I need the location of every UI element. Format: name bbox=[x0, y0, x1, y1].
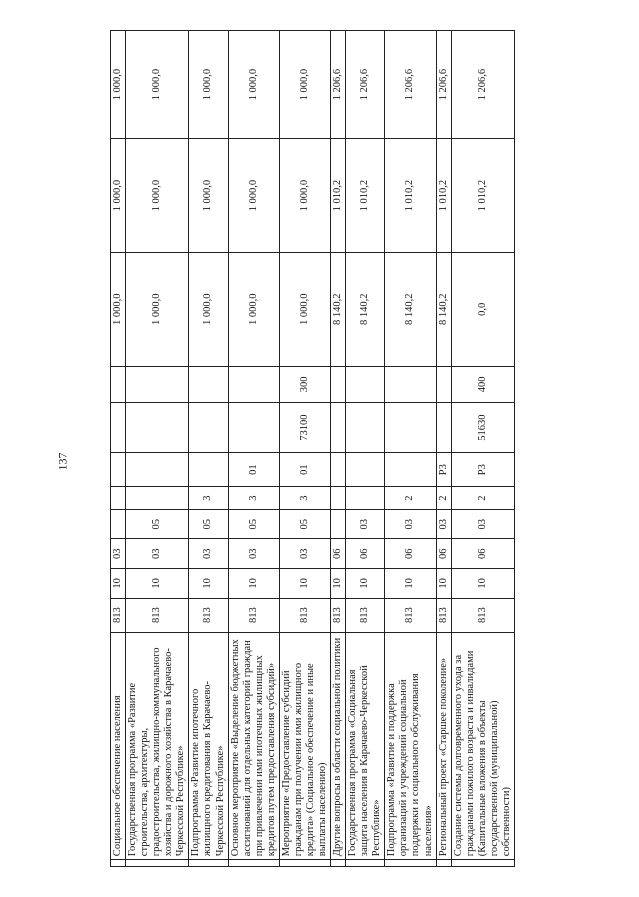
subsection-cell: 03 bbox=[279, 539, 330, 569]
amount-year2-cell: 1 000,0 bbox=[189, 139, 228, 253]
direction-cell: 51630 bbox=[451, 403, 514, 453]
amount-year1-cell: 0,0 bbox=[451, 252, 514, 366]
program-cell: 05 bbox=[228, 509, 279, 539]
program-cell: 03 bbox=[385, 509, 436, 539]
program-cell: 05 bbox=[126, 509, 189, 539]
subsection-cell: 03 bbox=[189, 539, 228, 569]
subprogram-cell bbox=[331, 487, 346, 510]
margin-cell bbox=[451, 860, 514, 867]
direction-cell: 73100 bbox=[279, 403, 330, 453]
event-cell: P3 bbox=[436, 453, 451, 487]
table-row-8 bbox=[385, 31, 436, 867]
margin-cell bbox=[111, 860, 126, 867]
direction-cell bbox=[385, 403, 436, 453]
program-cell bbox=[111, 509, 126, 539]
subsection-cell: 06 bbox=[385, 539, 436, 569]
subsection-cell: 06 bbox=[451, 539, 514, 569]
margin-cell bbox=[228, 860, 279, 867]
program-cell: 05 bbox=[189, 509, 228, 539]
subsection-cell: 03 bbox=[111, 539, 126, 569]
ministry-code-cell: 813 bbox=[346, 598, 385, 632]
subprogram-cell bbox=[111, 487, 126, 510]
table-row-3 bbox=[189, 31, 228, 867]
event-cell bbox=[189, 453, 228, 487]
event-cell bbox=[331, 453, 346, 487]
amount-year1-cell: 1 000,0 bbox=[111, 252, 126, 366]
section-cell: 10 bbox=[451, 569, 514, 599]
amount-year3-cell: 1 206,6 bbox=[385, 31, 436, 139]
program-cell: 03 bbox=[451, 509, 514, 539]
event-cell bbox=[346, 453, 385, 487]
section-cell: 10 bbox=[436, 569, 451, 599]
subprogram-cell: 2 bbox=[385, 487, 436, 510]
budget-table bbox=[110, 30, 515, 867]
table-row-7 bbox=[346, 31, 385, 867]
expense-type-cell bbox=[189, 366, 228, 402]
section-cell: 10 bbox=[228, 569, 279, 599]
direction-cell bbox=[111, 403, 126, 453]
expense-type-cell bbox=[436, 366, 451, 402]
amount-year1-cell: 1 000,0 bbox=[126, 252, 189, 366]
row-name-cell: Мероприятие «Предоставление субсидий гражданам при получении ими жилищного кредита» (Социальное обеспечение и иные выплаты населению) bbox=[279, 632, 330, 859]
expense-type-cell bbox=[111, 366, 126, 402]
expense-type-cell bbox=[228, 366, 279, 402]
subsection-cell: 06 bbox=[331, 539, 346, 569]
table-row-10 bbox=[451, 31, 514, 867]
amount-year2-cell: 1 000,0 bbox=[126, 139, 189, 253]
ministry-code-cell: 813 bbox=[331, 598, 346, 632]
expense-type-cell bbox=[126, 366, 189, 402]
amount-year3-cell: 1 206,6 bbox=[451, 31, 514, 139]
expense-type-cell bbox=[346, 366, 385, 402]
expense-type-cell bbox=[385, 366, 436, 402]
ministry-code-cell: 813 bbox=[228, 598, 279, 632]
amount-year1-cell: 8 140,2 bbox=[436, 252, 451, 366]
section-cell: 10 bbox=[111, 569, 126, 599]
expense-type-cell bbox=[331, 366, 346, 402]
row-name-cell: Создание системы долговременного ухода за гражданами пожилого возраста и инвалидами (Капитальные вложения в объекты государственной (муниципальной) собственности) bbox=[451, 632, 514, 859]
subprogram-cell: 3 bbox=[228, 487, 279, 510]
amount-year2-cell: 1 010,2 bbox=[385, 139, 436, 253]
direction-cell bbox=[436, 403, 451, 453]
ministry-code-cell: 813 bbox=[385, 598, 436, 632]
amount-year2-cell: 1 010,2 bbox=[451, 139, 514, 253]
amount-year3-cell: 1 000,0 bbox=[126, 31, 189, 139]
row-name-cell: Государственная программа «Развитие строительства, архитектуры, градостроительства, жилищно-коммунального хозяйства и дорожного хозяйства в Карачаево-Черкесской Республике» bbox=[126, 632, 189, 859]
amount-year2-cell: 1 000,0 bbox=[279, 139, 330, 253]
section-cell: 10 bbox=[279, 569, 330, 599]
amount-year1-cell: 1 000,0 bbox=[279, 252, 330, 366]
direction-cell bbox=[189, 403, 228, 453]
event-cell: 01 bbox=[279, 453, 330, 487]
subsection-cell: 03 bbox=[126, 539, 189, 569]
amount-year1-cell: 8 140,2 bbox=[385, 252, 436, 366]
event-cell bbox=[111, 453, 126, 487]
table-row-6 bbox=[331, 31, 346, 867]
row-name-cell: Государственная программа «Социальная защита населения в Карачаево-Черкесской Республике» bbox=[346, 632, 385, 859]
table-row-4 bbox=[228, 31, 279, 867]
margin-cell bbox=[385, 860, 436, 867]
table-row-9 bbox=[436, 31, 451, 867]
row-name-cell: Другие вопросы в области социальной политики bbox=[331, 632, 346, 859]
page-number: 137 bbox=[55, 452, 70, 471]
amount-year3-cell: 1 206,6 bbox=[346, 31, 385, 139]
ministry-code-cell: 813 bbox=[111, 598, 126, 632]
ministry-code-cell: 813 bbox=[189, 598, 228, 632]
section-cell: 10 bbox=[331, 569, 346, 599]
subsection-cell: 06 bbox=[436, 539, 451, 569]
expense-type-cell: 300 bbox=[279, 366, 330, 402]
table-row-1 bbox=[111, 31, 126, 867]
event-cell bbox=[385, 453, 436, 487]
amount-year2-cell: 1 000,0 bbox=[111, 139, 126, 253]
amount-year1-cell: 8 140,2 bbox=[331, 252, 346, 366]
ministry-code-cell: 813 bbox=[279, 598, 330, 632]
margin-cell bbox=[279, 860, 330, 867]
subprogram-cell bbox=[126, 487, 189, 510]
ministry-code-cell: 813 bbox=[451, 598, 514, 632]
amount-year3-cell: 1 000,0 bbox=[189, 31, 228, 139]
amount-year3-cell: 1 000,0 bbox=[279, 31, 330, 139]
program-cell: 03 bbox=[346, 509, 385, 539]
program-cell bbox=[331, 509, 346, 539]
event-cell: P3 bbox=[451, 453, 514, 487]
margin-cell bbox=[331, 860, 346, 867]
direction-cell bbox=[331, 403, 346, 453]
section-cell: 10 bbox=[346, 569, 385, 599]
program-cell: 05 bbox=[279, 509, 330, 539]
amount-year3-cell: 1 000,0 bbox=[111, 31, 126, 139]
row-name-cell: Подпрограмма «Развитие ипотечного жилищного кредитования в Карачаево-Черкесской Республике» bbox=[189, 632, 228, 859]
subsection-cell: 03 bbox=[228, 539, 279, 569]
row-name-cell: Региональный проект «Старшее поколение» bbox=[436, 632, 451, 859]
subsection-cell: 06 bbox=[346, 539, 385, 569]
amount-year2-cell: 1 010,2 bbox=[436, 139, 451, 253]
row-name-cell: Подпрограмма «Развитие и поддержка организаций и учреждений социальной поддержки и социального обслуживания населения» bbox=[385, 632, 436, 859]
event-cell: 01 bbox=[228, 453, 279, 487]
row-name-cell: Социальное обеспечение населения bbox=[111, 632, 126, 859]
section-cell: 10 bbox=[385, 569, 436, 599]
table-row-2 bbox=[126, 31, 189, 867]
margin-cell bbox=[189, 860, 228, 867]
amount-year1-cell: 8 140,2 bbox=[346, 252, 385, 366]
ministry-code-cell: 813 bbox=[126, 598, 189, 632]
subprogram-cell: 3 bbox=[279, 487, 330, 510]
margin-cell bbox=[436, 860, 451, 867]
table-row-5 bbox=[279, 31, 330, 867]
section-cell: 10 bbox=[126, 569, 189, 599]
margin-cell bbox=[346, 860, 385, 867]
margin-cell bbox=[126, 860, 189, 867]
subprogram-cell: 2 bbox=[436, 487, 451, 510]
amount-year3-cell: 1 206,6 bbox=[436, 31, 451, 139]
subprogram-cell: 2 bbox=[451, 487, 514, 510]
direction-cell bbox=[346, 403, 385, 453]
amount-year2-cell: 1 000,0 bbox=[228, 139, 279, 253]
amount-year2-cell: 1 010,2 bbox=[346, 139, 385, 253]
ministry-code-cell: 813 bbox=[436, 598, 451, 632]
direction-cell bbox=[228, 403, 279, 453]
expense-type-cell: 400 bbox=[451, 366, 514, 402]
program-cell: 03 bbox=[436, 509, 451, 539]
budget-table-rotated bbox=[110, 30, 609, 867]
amount-year2-cell: 1 010,2 bbox=[331, 139, 346, 253]
row-name-cell: Основное мероприятие «Выделение бюджетных ассигнований для отдельных категорий граждан при привлечении ими ипотечных жилищных кредитов путем предоставления субсидий» bbox=[228, 632, 279, 859]
direction-cell bbox=[126, 403, 189, 453]
section-cell: 10 bbox=[189, 569, 228, 599]
subprogram-cell: 3 bbox=[189, 487, 228, 510]
amount-year1-cell: 1 000,0 bbox=[228, 252, 279, 366]
subprogram-cell bbox=[346, 487, 385, 510]
amount-year1-cell: 1 000,0 bbox=[189, 252, 228, 366]
amount-year3-cell: 1 000,0 bbox=[228, 31, 279, 139]
event-cell bbox=[126, 453, 189, 487]
amount-year3-cell: 1 206,6 bbox=[331, 31, 346, 139]
